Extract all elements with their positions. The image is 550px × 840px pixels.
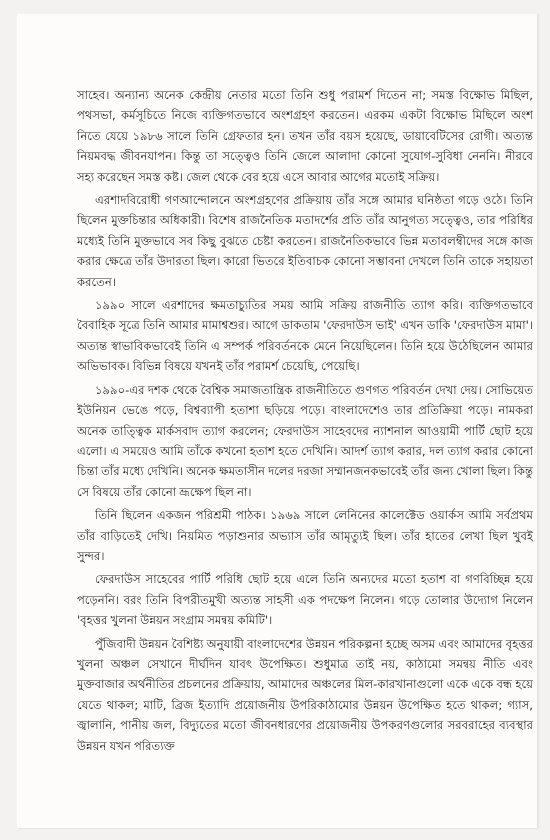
paragraph-6: ফেরদাউস সাহেবের পার্টি পরিধি ছোট হয়ে এলে তিনি অন্যদের মতো হতাশ বা গণবিচ্ছিন্ন হয়ে পড়েননি। বরং তিনি বিপরীতমুখী অত্যন্ত সাহসী এক পদক্ষেপ নিলেন। গড়ে তোলার উদ্যোগ নিলেন 'বৃহত্তর খুলনা উন্নয়ন সংগ্রাম সমন্বয় কমিটি'। bbox=[77, 572, 533, 628]
paragraph-2: এরশাদবিরোধী গণআন্দোলনে অংশগ্রহণের প্রক্রিয়ায় তাঁর সঙ্গে আমার ঘনিষ্ঠতা গড়ে ওঠে। তিনি ছিলেন মুক্তচিন্তার অধিকারী। বিশেষ রাজনৈতিক মতাদর্শের প্রতি তাঁর আনুগত্য সত্ত্বেও, তার পরিধির মধ্যেই তিনি মুক্তভাবে সব কিছু বুঝতে চেষ্টা করতেন। রাজনৈতিকভাবে ভিন্ন মতাবলম্বীদের সঙ্গে কাজ করার ক্ষেত্রে তাঁর উদারতা ছিল। কারো ভিতরে ইতিবাচক কোনো সম্ভাবনা দেখলে তিনি তাকে সহায়তা করতেন। bbox=[77, 193, 533, 289]
page-body-text bbox=[77, 85, 533, 756]
paragraph-7: পুঁজিবাদী উন্নয়ন বৈশিষ্ট্য অনুযায়ী বাংলাদেশের উন্নয়ন পরিকল্পনা হচ্ছে অসম এবং আমাদের বৃহত্তর খুলনা অঞ্চল সেখানে দীর্ঘদিন যাবৎ উপেক্ষিত। শুধুমাত্র তাই নয়, কাঠামো সমন্বয় নীতি এবং মুক্তবাজার অর্থনীতির প্রচলনের প্রক্রিয়ায়, আমাদের অঞ্চলের মিল-কারখানাগুলো একে একে বন্ধ হয়ে যেতে থাকল; মাটি, ব্রিজ ইত্যাদি প্রয়োজনীয় উপরিকাঠামোর উন্নয়ন উপেক্ষিত হতে থাকল; গ্যাস, জ্বালানি, পানীয় জল, বিদ্যুতের মতো জীবনধারণের প্রয়োজনীয় উপকরণগুলোর সরবরাহের ব্যবস্থার উন্নয়ন যখন পরিত্যক্ত bbox=[77, 636, 533, 753]
paragraph-3: ১৯৯০ সালে এরশাদের ক্ষমতাচ্যুতির সময় আমি সক্রিয় রাজনীতি ত্যাগ করি। ব্যক্তিগতভাবে বৈবাহিক সূত্রে তিনি আমার মামাশ্বশুর। আগে ডাকতাম 'ফেরদাউস ভাই' এখন ডাকি 'ফেরদাউস মামা'। অত্যন্ত স্বাভাবিকভাবেই তিনি এ সম্পর্ক পরিবর্তনকে মেনে নিয়েছিলেন। তিনি হয়ে উঠেছিলেন আমার অভিভাবক। বিভিন্ন বিষয়ে যখনই তাঁর পরামর্শ চেয়েছি, পেয়েছি। bbox=[77, 298, 533, 374]
paragraph-4: ১৯৯০-এর দশক থেকে বৈশ্বিক সমাজতান্ত্রিক রাজনীতিতে গুণগত পরিবর্তন দেখা দেয়। সোভিয়েত ইউনিয়ন ভেঙে পড়ে, বিশ্বব্যাপী হতাশা ছড়িয়ে পড়ে। বাংলাদেশেও তার প্রতিক্রিয়া পড়ে। নামকরা অনেক তাত্ত্বিক মার্কসবাদ ত্যাগ করলেন; ফেরদাউস সাহেবদের ন্যাশনাল আওয়ামী পার্টি ছোট হয়ে এলো। এ সময়েও আমি তাঁকে কখনো হতাশ হতে দেখিনি। আদর্শ ত্যাগ করার, দল ত্যাগ করার কোনো চিন্তা তাঁর মধ্যে দেখিনি। অনেক ক্ষমতাসীন দলের দরজা সম্মানজনকভাবেই তাঁর জন্য খোলা ছিল। কিন্তু সে বিষয়ে তাঁর কোনো ভ্রূক্ষেপ ছিল না। bbox=[77, 382, 533, 499]
book-page bbox=[17, 14, 538, 828]
paragraph-1: সাহেব। অন্যান্য অনেক কেন্দ্রীয় নেতার মতো তিনি শুধু পরামর্শ দিতেন না; সমস্ত বিক্ষোভ মিছিল, পথসভা, কর্মসূচিতে নিজে ব্যক্তিগতভাবে অংশগ্রহণ করতেন। এরকম একটা বিক্ষোভ মিছিলে অংশ নিতে যেয়ে ১৯৮৬ সালে তিনি গ্রেফতার হন। তখন তাঁর বয়স হয়েছে, ডায়াবেটিসের রোগী। অত্যন্ত নিয়মবদ্ধ জীবনযাপন। কিন্তু তা সত্ত্বেও তিনি জেলে আলাদা কোনো সুযোগ-সুবিধা নেননি। নীরবে সহ্য করেছেন সমস্ত কষ্ট। জেল থেকে বের হয়ে এসে আবার আগের মতোই সক্রিয়। bbox=[77, 88, 533, 184]
paragraph-5: তিনি ছিলেন একজন পরিশ্রমী পাঠক। ১৯৬৯ সালে লেনিনের কালেক্টেড ওয়ার্কস আমি সর্বপ্রথম তাঁর বাড়িতেই দেখি। নিয়মিত পড়াশুনার অভ্যাস তাঁর আমৃত্যুই ছিল। তাঁর হাতের লেখা ছিল খুবই সুন্দর। bbox=[77, 508, 533, 563]
